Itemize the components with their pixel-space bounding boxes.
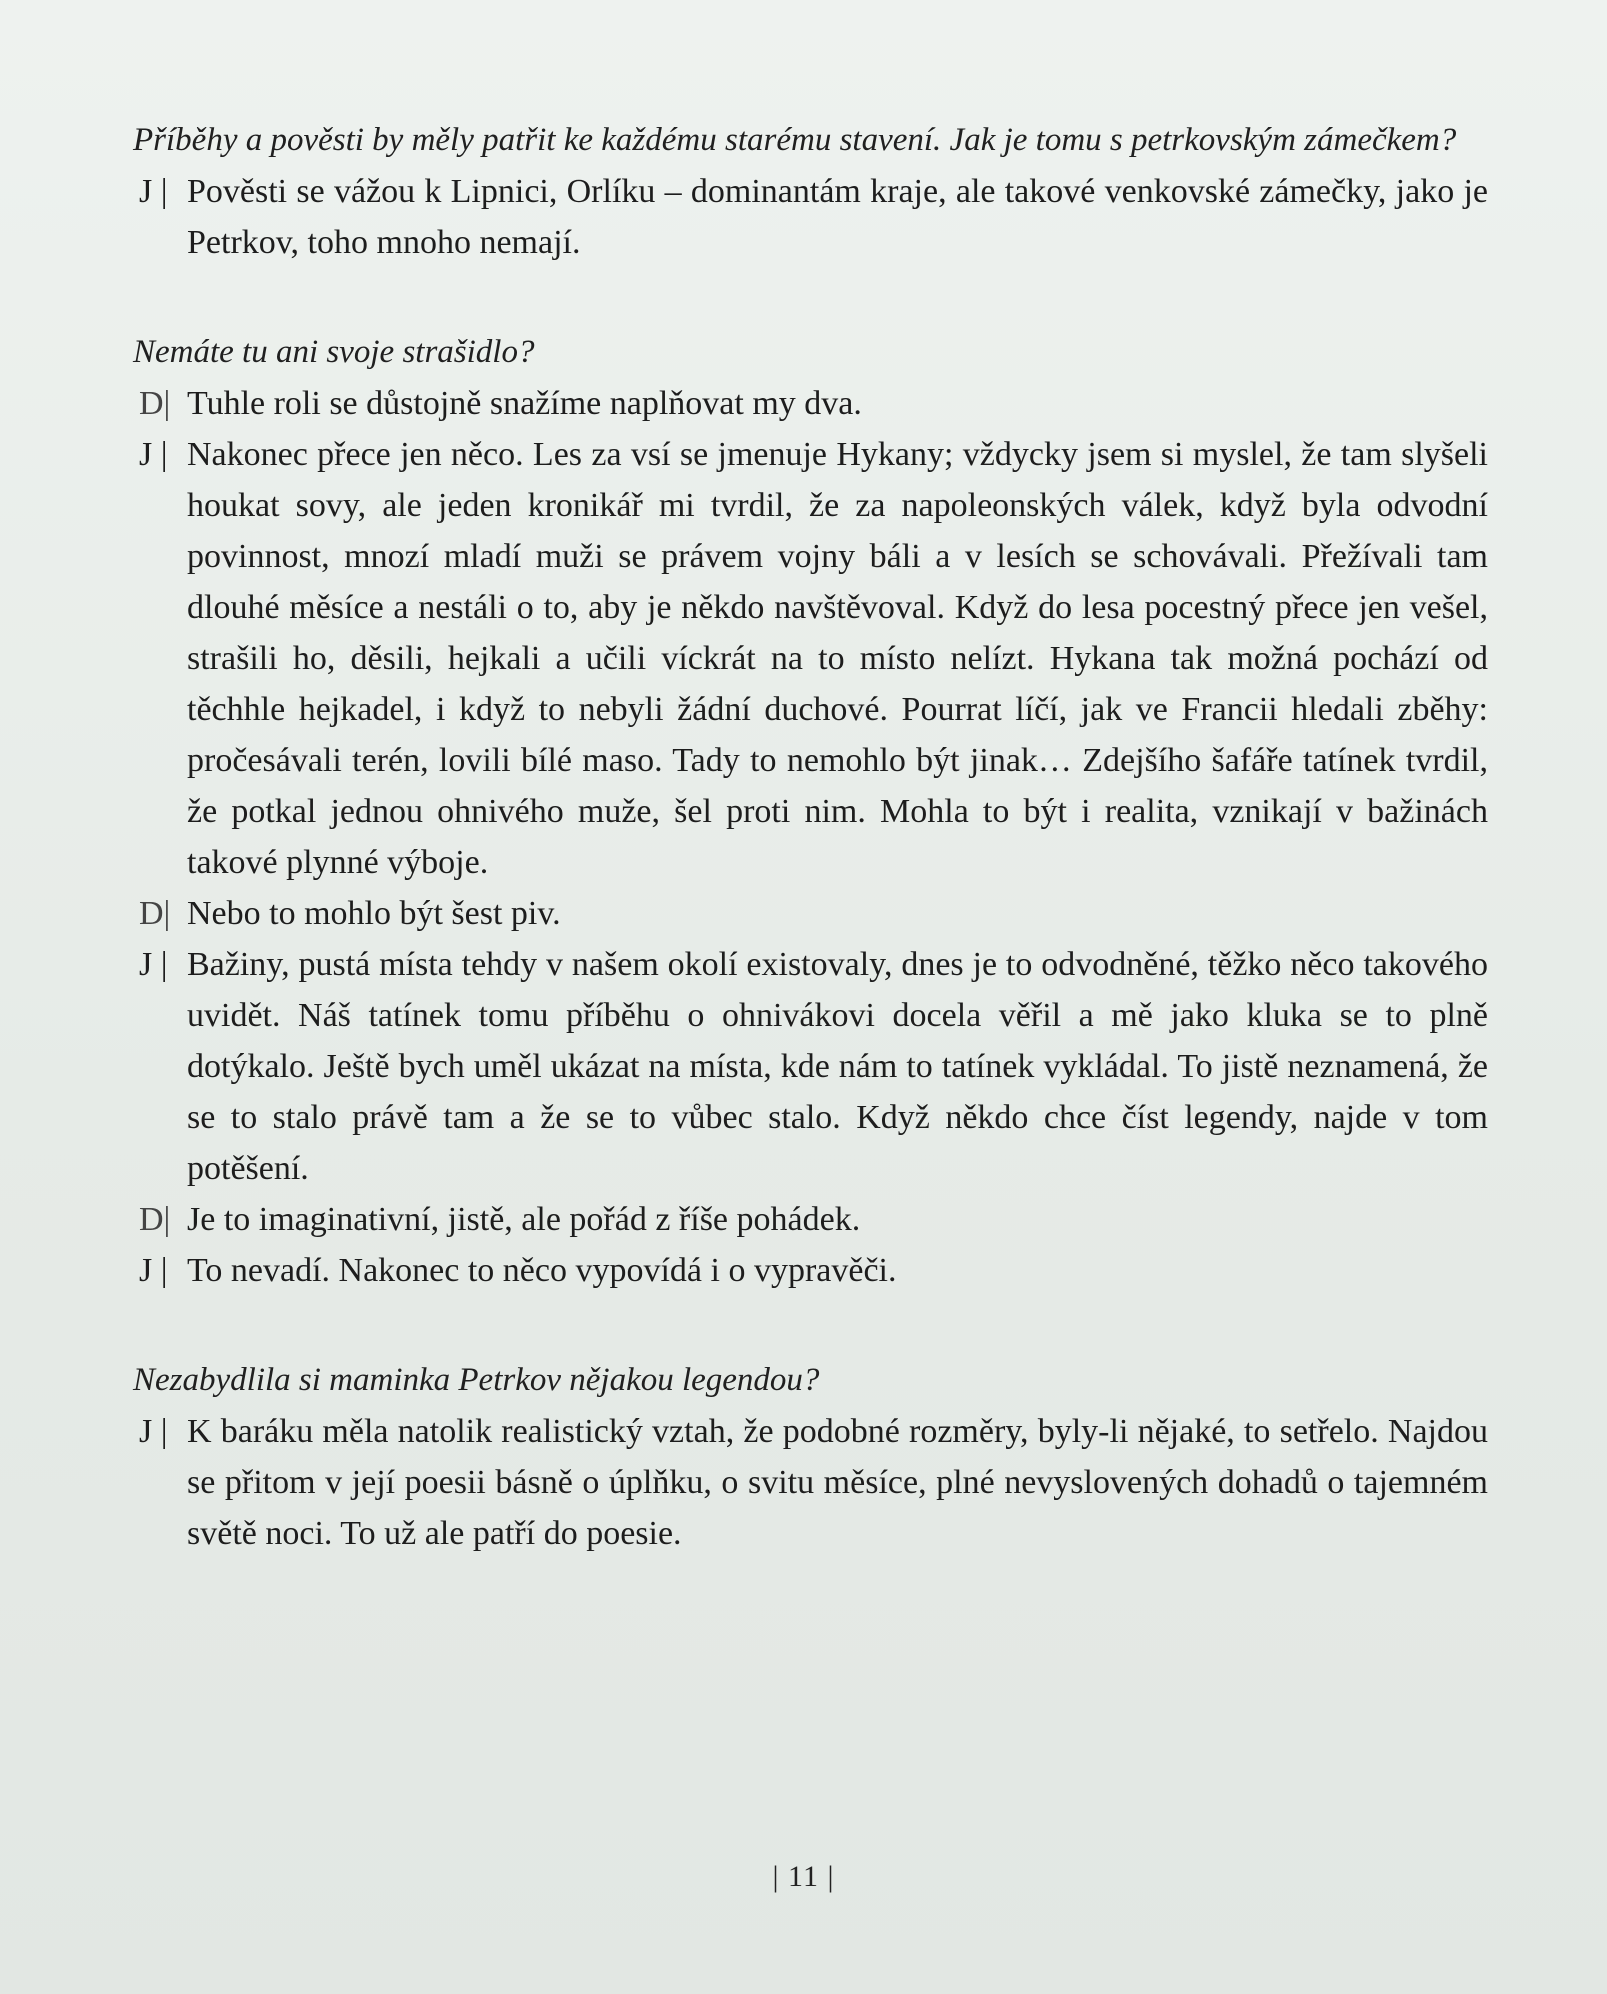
- speaker-label: D|: [139, 895, 171, 932]
- answer-text: Je to imaginativní, jistě, ale pořád z říše pohádek.: [187, 1201, 861, 1238]
- question: Nezabydlila si maminka Petrkov nějakou legendou?: [133, 1362, 820, 1398]
- answer: [133, 429, 1488, 888]
- answer-text: To nevadí. Nakonec to něco vypovídá i o vypravěči.: [187, 1252, 897, 1289]
- speaker-label: J |: [139, 1252, 168, 1289]
- section-3: [133, 1358, 1488, 1559]
- answer: [133, 1194, 1488, 1245]
- question: Nemáte tu ani svoje strašidlo?: [133, 334, 535, 370]
- interview-text: [133, 118, 1488, 1559]
- answer: [133, 1245, 1488, 1296]
- question: Příběhy a pověsti by měly patřit ke každému starému stavení. Jak je tomu s petrkovským zámečkem?: [133, 122, 1457, 158]
- answer-text: K baráku měla natolik realistický vztah, že podobné rozměry, byly-li nějaké, to setřelo. Najdou se přitom v její poesii básně o úplňku, o svitu měsíce, plné nevyslovených dohadů o tajemném světě noci. To už ale patří do poesie.: [187, 1413, 1488, 1552]
- answer-text: Nebo to mohlo být šest piv.: [187, 895, 561, 932]
- speaker-label: J |: [139, 436, 168, 473]
- answer: [133, 166, 1488, 268]
- section-1: [133, 118, 1488, 268]
- speaker-label: J |: [139, 173, 168, 210]
- speaker-label: J |: [139, 946, 168, 983]
- answer: [133, 888, 1488, 939]
- section-2: [133, 330, 1488, 1296]
- answer: [133, 1406, 1488, 1559]
- answer-text: Tuhle roli se důstojně snažíme naplňovat my dva.: [187, 385, 862, 422]
- speaker-label: J |: [139, 1413, 168, 1450]
- answer-text: Bažiny, pustá místa tehdy v našem okolí existovaly, dnes je to odvodněné, těžko něco takového uvidět. Náš tatínek tomu příběhu o ohnivákovi docela věřil a mě jako kluka se to plně dotýkalo. Ještě bych uměl ukázat na místa, kde nám to tatínek vykládal. To jistě neznamená, že se to stalo právě tam a že se to vůbec stalo. Když někdo chce číst legendy, najde v tom potěšení.: [187, 946, 1488, 1187]
- speaker-label: D|: [139, 385, 171, 422]
- answer-text: Nakonec přece jen něco. Les za vsí se jmenuje Hykany; vždycky jsem si myslel, že tam slyšeli houkat sovy, ale jeden kronikář mi tvrdil, že za napoleonských válek, když byla odvodní povinnost, mnozí mladí muži se právem vojny báli a v lesích se schovávali. Přežívali tam dlouhé měsíce a nestáli o to, aby je někdo navštěvoval. Když do lesa pocestný přece jen vešel, strašili ho, děsili, hejkali a učili víckrát na to místo nelízt. Hykana tak možná pochází od těchhle hejkadel, i když to nebyli žádní duchové. Pourrat líčí, jak ve Francii hledali zběhy: pročesávali terén, lovili bílé maso. Tady to nemohlo být jinak… Zdejšího šafáře tatínek tvrdil, že potkal jednou ohnivého muže, šel proti nim. Mohla to být i realita, vznikají v bažinách takové plynné výboje.: [187, 436, 1488, 881]
- page-number: | 11 |: [772, 1860, 835, 1893]
- speaker-label: D|: [139, 1201, 171, 1238]
- answer: [133, 939, 1488, 1194]
- answer: [133, 378, 1488, 429]
- answer-text: Pověsti se vážou k Lipnici, Orlíku – dominantám kraje, ale takové venkovské zámečky, jako je Petrkov, toho mnoho nemají.: [187, 173, 1488, 261]
